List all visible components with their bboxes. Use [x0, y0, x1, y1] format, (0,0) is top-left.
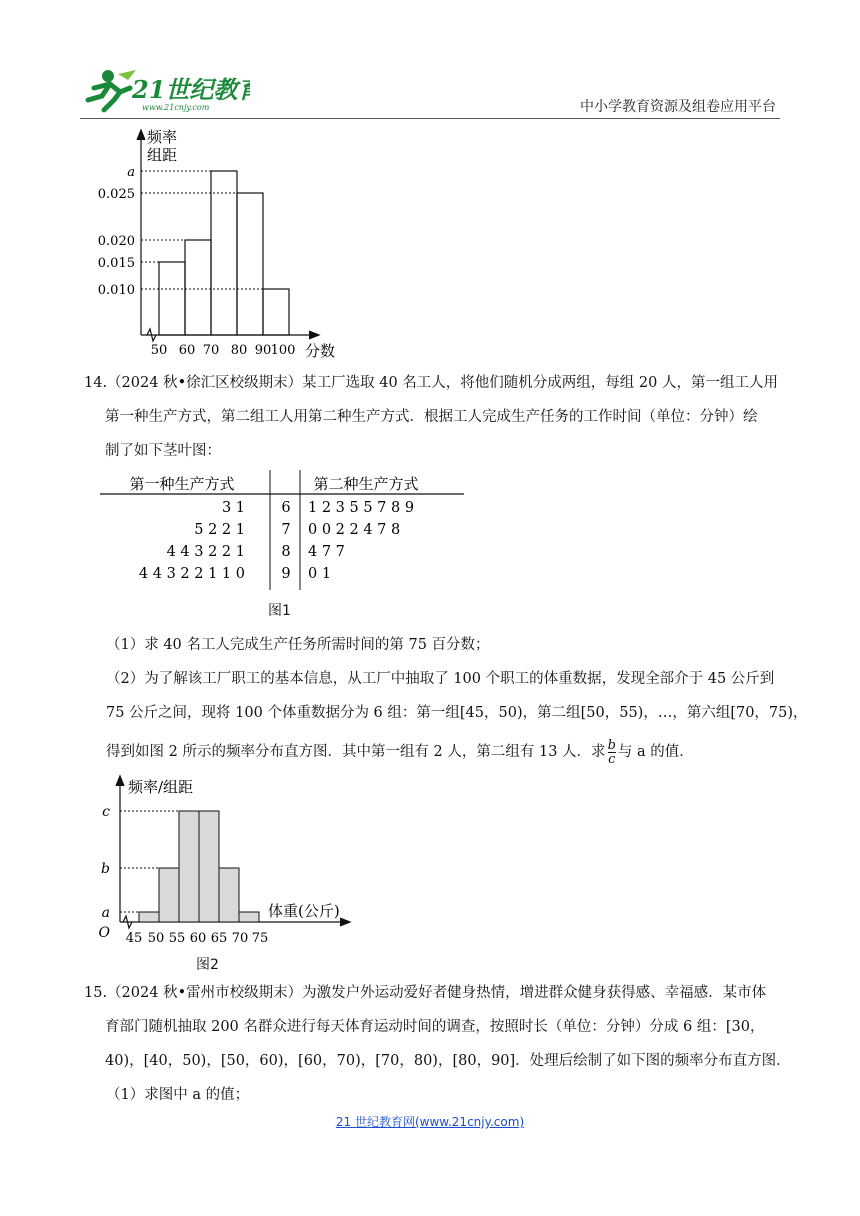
q14-line2: 第一种生产方式，第二组工人用第二种生产方式．根据工人完成生产任务的工作时间（单位：分钟）绘 — [105, 409, 758, 425]
row2-stem: 7 — [281, 522, 291, 538]
bar-45-50 — [139, 912, 159, 922]
y-label-top: 频率 — [147, 128, 178, 146]
q14-part2-line1: （2）为了解该工厂职工的基本信息，从工厂中抽取了 100 个职工的体重数据，发现全部介于 45 公斤到 — [106, 671, 775, 687]
q14-part1: （1）求 40 名工人完成生产任务所需时间的第 75 百分数； — [106, 637, 490, 653]
x-label: 体重(公斤) — [268, 902, 340, 920]
bar-60-70 — [185, 240, 211, 335]
x-label: 分数 — [305, 342, 336, 360]
bar-60-65 — [199, 811, 219, 922]
row2-left: 5 2 2 1 — [194, 522, 245, 538]
q15-line1: 15.（2024 秋•雷州市校级期末）为激发户外运动爱好者健身热情，增进群众健身获得感、幸福感．某市体 — [84, 985, 767, 1001]
q14-line1: 14.（2024 秋•徐汇区校级期末）某工厂选取 40 名工人，将他们随机分成两组，每组 20 人，第一组工人用 — [84, 375, 778, 391]
y-tick-a: a — [101, 905, 110, 921]
bar-70-80 — [211, 171, 237, 335]
y-tick-a: a — [127, 165, 135, 180]
logo-url: www.21cnjy.com — [142, 103, 210, 112]
q14-line3: 制了如下茎叶图： — [105, 443, 221, 459]
y-tick-0025: 0.025 — [97, 187, 135, 202]
x-tick-80: 80 — [230, 343, 248, 358]
y-label-bottom: 组距 — [147, 146, 178, 164]
bar-50-60 — [159, 262, 185, 335]
y-tick-c: c — [102, 804, 110, 820]
table-right-header: 第二种生产方式 — [313, 475, 419, 493]
x-tick-75: 75 — [251, 931, 269, 946]
fraction-b-over-c — [608, 739, 616, 766]
fraction-numerator: b — [607, 737, 616, 753]
x-tick-65: 65 — [210, 931, 228, 946]
bar-80-90 — [237, 193, 263, 335]
site-logo — [80, 66, 250, 116]
origin-label: O — [98, 925, 110, 941]
logo-text: 21世纪教育 — [132, 75, 250, 104]
row3-right: 4 7 7 — [308, 544, 345, 560]
histogram-scores — [95, 122, 355, 362]
row3-left: 4 4 3 2 2 1 — [166, 544, 245, 560]
x-tick-70: 70 — [202, 343, 220, 358]
bar-50-55 — [159, 868, 179, 922]
footer-link[interactable]: 21 世纪教育网(www.21cnjy.com) — [335, 1115, 525, 1129]
row3-stem: 8 — [281, 544, 291, 560]
platform-title: 中小学教育资源及组卷应用平台 — [580, 99, 776, 115]
q14-part2-line3a: 得到如图 2 所示的频率分布直方图．其中第一组有 2 人，第二组有 13 人．求 — [106, 744, 606, 760]
x-tick-60: 60 — [189, 931, 207, 946]
y-tick-0015: 0.015 — [97, 256, 135, 271]
row4-stem: 9 — [281, 566, 291, 582]
q14-part2-line2: 75 公斤之间，现将 100 个体重数据分为 6 组：第一组[45，50)，第二组[50，55)，…，第六组[70，75)， — [106, 705, 808, 721]
q14-part2-line3b: 与 a 的值． — [617, 744, 694, 760]
fraction-denominator: c — [608, 751, 616, 767]
q15-part1: （1）求图中 a 的值； — [106, 1087, 250, 1103]
x-tick-70: 70 — [231, 931, 249, 946]
x-tick-50: 50 — [150, 343, 168, 358]
y-tick-b: b — [101, 861, 110, 877]
row2-right: 0 0 2 2 4 7 8 — [308, 522, 401, 538]
histogram-weight — [96, 770, 356, 950]
x-tick-100: 100 — [270, 343, 296, 358]
runner-logo-icon — [80, 66, 250, 116]
y-tick-0010: 0.010 — [97, 283, 135, 298]
q15-line2: 育部门随机抽取 200 名群众进行每天体育运动时间的调查，按照时长（单位：分钟）分成 6 组：[30， — [105, 1019, 765, 1035]
q15-line3: 40)，[40，50)，[50，60)，[60，70)，[70，80)，[80，90]．处理后绘制了如下图的频率分布直方图． — [105, 1053, 791, 1069]
row1-left: 3 1 — [221, 500, 245, 516]
x-tick-55: 55 — [168, 931, 186, 946]
bar-55-60 — [179, 811, 199, 922]
x-tick-90: 90 — [254, 343, 272, 358]
row4-right: 0 1 — [308, 566, 332, 582]
stem-leaf-table — [100, 470, 465, 590]
row4-left: 4 4 3 2 2 1 1 0 — [138, 566, 245, 582]
figure2-caption: 图2 — [196, 957, 219, 973]
y-label: 频率/组距 — [128, 778, 194, 796]
y-tick-0020: 0.020 — [97, 234, 135, 249]
bar-70-75 — [239, 912, 259, 922]
row1-right: 1 2 3 5 5 7 8 9 — [308, 500, 415, 516]
bar-90-100 — [263, 289, 289, 335]
q14-part2-line3 — [106, 735, 694, 769]
bar-65-70 — [219, 868, 239, 922]
figure1-caption: 图1 — [268, 603, 291, 619]
x-tick-60: 60 — [178, 343, 196, 358]
x-tick-45: 45 — [125, 931, 143, 946]
x-tick-50: 50 — [147, 931, 165, 946]
header-divider — [80, 118, 780, 119]
table-left-header: 第一种生产方式 — [129, 475, 235, 493]
row1-stem: 6 — [281, 500, 291, 516]
